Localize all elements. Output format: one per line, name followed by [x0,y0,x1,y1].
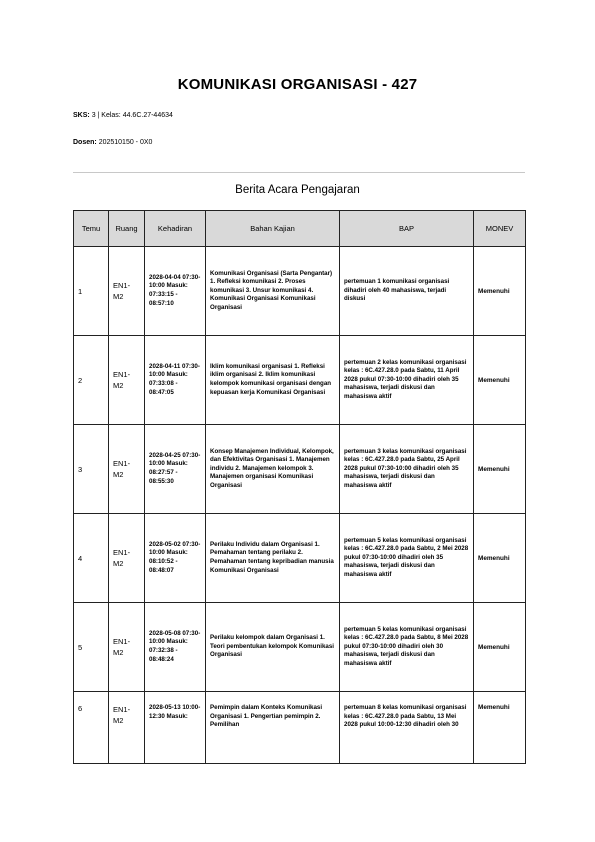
cell-kehadiran: 2028-04-04 07:30-10:00 Masuk: 07:33:15 - 08:57:10 [145,247,206,336]
header-bap: BAP [340,211,474,247]
cell-bahan-kajian: Perilaku Individu dalam Organisasi 1. Pemahaman tentang perilaku 2. Pemahaman tentang kepribadian manusia Komunikasi Organisasi [206,514,340,603]
lecturer-info [73,139,152,146]
dosen-label: Dosen: [73,139,97,146]
cell-temu: 1 [74,247,109,336]
header-temu: Temu [74,211,109,247]
cell-monev: Memenuhi [474,247,526,336]
table-row [74,336,526,425]
cell-monev: Memenuhi [474,514,526,603]
sks-label: SKS: [73,112,90,119]
cell-bahan-kajian: Iklim komunikasi organisasi 1. Refleksi iklim organisasi 2. Iklim komunikasi kelompok komunikasi organisasi dengan kepuasan kerja Komunikasi Organisasi [206,336,340,425]
cell-bap: pertemuan 5 kelas komunikasi organisasi kelas : 6C.427.28.0 pada Sabtu, 8 Mei 2028 pukul 07:30-10:00 dihadiri oleh 30 mahasiswa, terjadi diskusi dan mahasiswa aktif [340,603,474,692]
cell-bahan-kajian: Komunikasi Organisasi (Sarta Pengantar) 1. Refleksi komunikasi 2. Proses komunikasi 3. Unsur komunikasi 4. Komunikasi Organisasi Komunikasi Organisasi [206,247,340,336]
cell-kehadiran: 2028-05-13 10:00-12:30 Masuk: [145,692,206,764]
sks-value: 3 | Kelas: 44.6C.27-44634 [91,112,173,119]
cell-bahan-kajian: Pemimpin dalam Konteks Komunikasi Organisasi 1. Pengertian pemimpin 2. Pemilihan [206,692,340,764]
cell-monev: Memenuhi [474,425,526,514]
page-title: KOMUNIKASI ORGANISASI - 427 [177,76,418,93]
header-kehadiran: Kehadiran [145,211,206,247]
table-header-row [74,211,526,247]
divider [73,172,525,173]
cell-temu: 4 [74,514,109,603]
table-row [74,514,526,603]
table-row [74,247,526,336]
dosen-value: 202510150 - 0X0 [98,139,153,146]
cell-bap: pertemuan 3 kelas komunikasi organisasi kelas : 6C.427.28.0 pada Sabtu, 25 April 2028 pukul 07:30-10:00 dihadiri oleh 35 mahasiswa, terjadi diskusi dan mahasiswa aktif [340,425,474,514]
teaching-record-table [73,210,526,764]
table-row [74,692,526,764]
section-title: Berita Acara Pengajaran [235,184,360,196]
cell-ruang: EN1-M2 [109,514,145,603]
cell-kehadiran: 2028-05-08 07:30-10:00 Masuk: 07:32:38 - 08:48:24 [145,603,206,692]
cell-ruang: EN1-M2 [109,603,145,692]
cell-bap: pertemuan 2 kelas komunikasi organisasi kelas : 6C.427.28.0 pada Sabtu, 11 April 2028 pukul 07:30-10:00 dihadiri oleh 35 mahasiswa, terjadi diskusi dan mahasiswa aktif [340,336,474,425]
cell-temu: 3 [74,425,109,514]
cell-ruang: EN1-M2 [109,336,145,425]
cell-monev: Memenuhi [474,692,526,764]
cell-bap: pertemuan 8 kelas komunikasi organisasi kelas : 6C.427.28.0 pada Sabtu, 13 Mei 2028 pukul 10:00-12:30 dihadiri oleh 30 [340,692,474,764]
cell-kehadiran: 2028-04-11 07:30-10:00 Masuk: 07:33:08 - 08:47:05 [145,336,206,425]
cell-bahan-kajian: Konsep Manajemen Individual, Kelompok, dan Efektivitas Organisasi 1. Manajemen individu 2. Manajemen kelompok 3. Manajemen organisasi Komunikasi Organisasi [206,425,340,514]
cell-temu: 6 [74,692,109,764]
header-monev: MONEV [474,211,526,247]
cell-ruang: EN1-M2 [109,247,145,336]
cell-kehadiran: 2028-04-25 07:30-10:00 Masuk: 08:27:57 - 08:55:30 [145,425,206,514]
header-ruang: Ruang [109,211,145,247]
table-row [74,425,526,514]
cell-monev: Memenuhi [474,336,526,425]
cell-ruang: EN1-M2 [109,692,145,764]
header-bahan-kajian: Bahan Kajian [206,211,340,247]
cell-bahan-kajian: Perilaku kelompok dalam Organisasi 1. Teori pembentukan kelompok Komunikasi Organisasi [206,603,340,692]
cell-monev: Memenuhi [474,603,526,692]
cell-bap: pertemuan 5 kelas komunikasi organisasi kelas : 6C.427.28.0 pada Sabtu, 2 Mei 2028 pukul 07:30-10:00 dihadiri oleh 35 mahasiswa, terjadi diskusi dan mahasiswa aktif [340,514,474,603]
cell-ruang: EN1-M2 [109,425,145,514]
table-row [74,603,526,692]
course-info [73,112,173,119]
cell-temu: 2 [74,336,109,425]
cell-bap: pertemuan 1 komunikasi organisasi dihadiri oleh 40 mahasiswa, terjadi diskusi [340,247,474,336]
cell-temu: 5 [74,603,109,692]
cell-kehadiran: 2028-05-02 07:30-10:00 Masuk: 08:10:52 - 08:48:07 [145,514,206,603]
